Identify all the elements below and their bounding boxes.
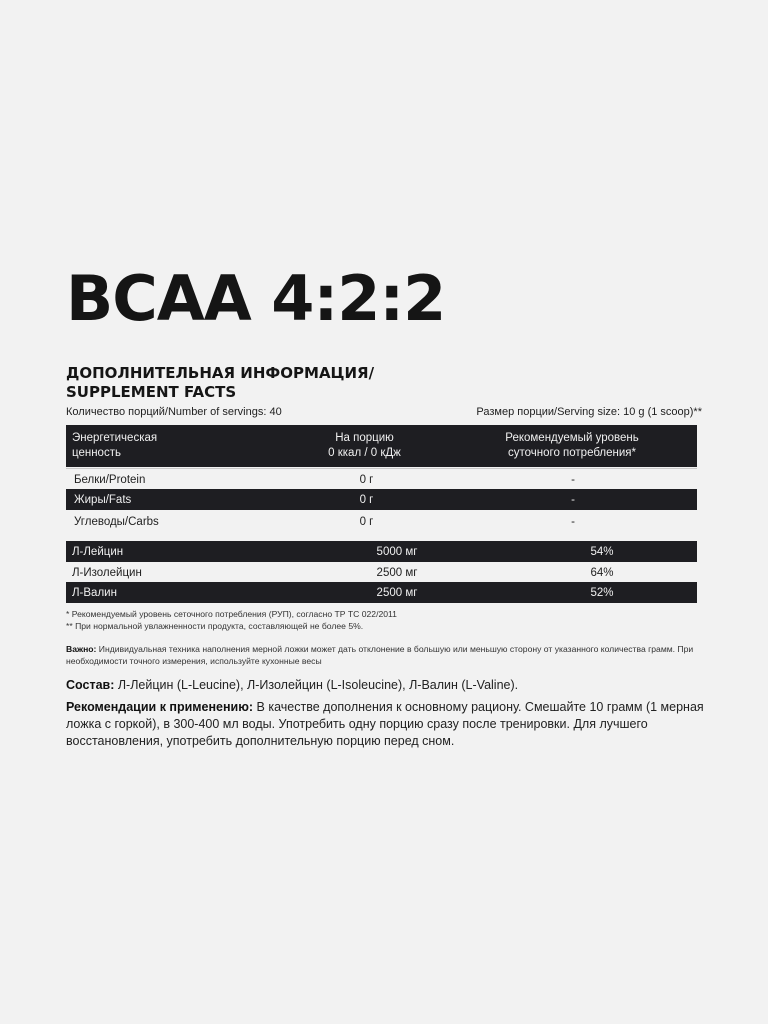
header-per-serving-line1: На порцию (335, 432, 394, 444)
servings-count: Количество порций/Number of servings: 40 (66, 406, 282, 418)
important-note (66, 643, 706, 667)
composition-text: Л-Лейцин (L-Leucine), Л-Изолейцин (L-Isoleucine), Л-Валин (L-Valine). (114, 678, 519, 692)
header-rdi (447, 431, 697, 461)
usage-label: Рекомендации к применению: (66, 700, 254, 714)
row-name: Л-Изолейцин (72, 566, 142, 579)
row-name: Л-Валин (72, 586, 117, 599)
section-title-ru: ДОПОЛНИТЕЛЬНАЯ ИНФОРМАЦИЯ/ (66, 364, 375, 382)
row-rdi: - (571, 515, 575, 528)
row-rdi: 52% (590, 586, 614, 599)
row-value: 2500 мг (376, 566, 418, 579)
row-value: 0 г (359, 493, 374, 506)
section-title (66, 364, 374, 402)
header-per-serving (282, 431, 447, 461)
header-energy-line1: Энергетическая (72, 432, 158, 444)
serving-size: Размер порции/Serving size: 10 g (1 scoop)** (476, 406, 702, 418)
header-per-serving-line2: 0 ккал / 0 кДж (328, 447, 401, 459)
important-text: Индивидуальная техника наполнения мерной ложки может дать отклонение в большую или меньшую сторону от указанного количества грамм. При необходимости точного измерения, используйте кухонные весы (66, 644, 694, 666)
row-name: Белки/Protein (74, 473, 146, 486)
table-row-fats (66, 489, 697, 510)
composition (66, 677, 706, 694)
important-label: Важно: (66, 644, 97, 654)
row-name: Углеводы/Carbs (74, 515, 159, 528)
header-energy (66, 431, 282, 461)
footnote-moisture: ** При нормальной увлажненности продукта, составляющей не более 5%. (66, 621, 364, 631)
header-rdi-line2: суточного потребления* (507, 447, 636, 459)
header-energy-line2: ценность (72, 447, 121, 459)
usage-recommendations (66, 699, 706, 750)
row-value: 5000 мг (376, 545, 418, 558)
composition-label: Состав: (66, 678, 115, 692)
usage-text: В качестве дополнения к основному рациону. Смешайте 10 грамм (1 мерная ложка с горкой), в 300-400 мл воды. Употребить одну порцию сразу после тренировки. Для лучшего восстановления, употребить дополнительную порцию перед сном. (66, 700, 704, 748)
table-row-valine (66, 582, 697, 603)
row-rdi: - (571, 493, 575, 506)
row-rdi: 64% (590, 566, 614, 579)
row-rdi: - (571, 473, 575, 486)
section-title-en: SUPPLEMENT FACTS (66, 383, 237, 401)
product-title: BCAA 4:2:2 (66, 262, 446, 335)
row-value: 2500 мг (376, 586, 418, 599)
table-row-isoleucine (66, 562, 697, 583)
row-rdi: 54% (590, 545, 614, 558)
table-row-protein (66, 469, 697, 490)
row-name: Л-Лейцин (72, 545, 124, 558)
row-name: Жиры/Fats (74, 493, 132, 506)
footnote-rdi: * Рекомендуемый уровень сеточного потребления (РУП), согласно ТР ТС 022/2011 (66, 609, 397, 619)
header-rdi-line1: Рекомендуемый уровень (505, 432, 639, 444)
facts-table-header (66, 425, 697, 467)
table-row-carbs (66, 511, 697, 532)
table-row-leucine (66, 541, 697, 562)
servings-row (66, 406, 702, 418)
row-value: 0 г (359, 515, 374, 528)
row-value: 0 г (359, 473, 374, 486)
